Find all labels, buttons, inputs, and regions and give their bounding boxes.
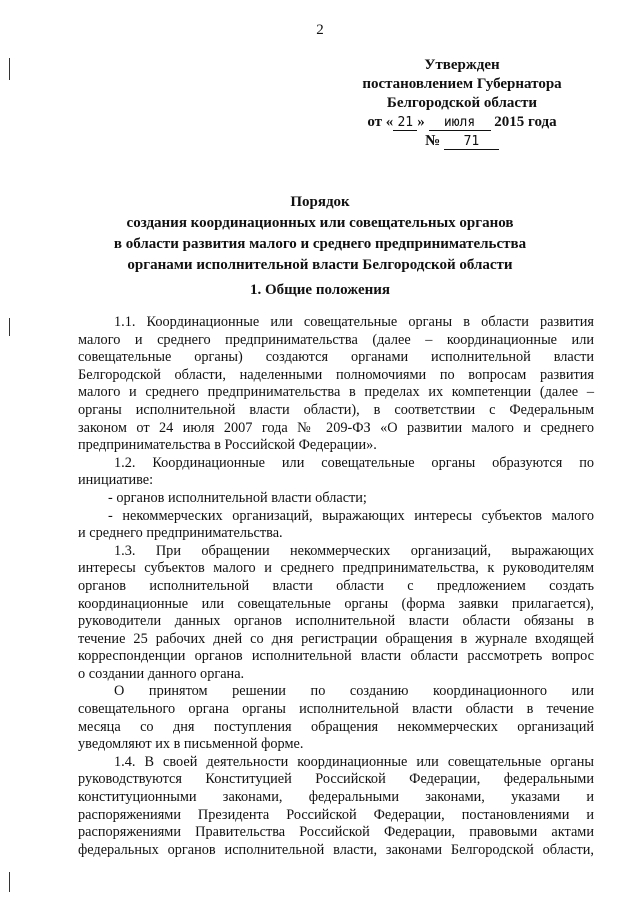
number-value: 71 xyxy=(444,135,499,150)
text-line: совещательные органы) создаются органами исполнительной власти xyxy=(78,349,594,366)
text-line: координационные или совещательные органы (форма заявки прилагается), xyxy=(78,595,594,612)
number-prefix: № xyxy=(425,133,441,149)
text-line: 1.1. Координационные или совещательные органы в области развития xyxy=(114,314,594,330)
text-line: 1.2. Координационные или совещательные органы образуются по xyxy=(114,454,594,471)
text-line: конституционными законами, федеральными законами, указами и xyxy=(78,789,594,806)
document-title xyxy=(0,192,640,276)
document-body xyxy=(78,314,594,859)
date-separator: » xyxy=(417,114,425,130)
paragraph-1-4 xyxy=(78,754,594,860)
text-line: 1.4. В своей деятельности координационные или совещательные органы xyxy=(114,753,594,770)
paragraph-1-3 xyxy=(78,543,594,684)
text-line: руководители данных органов исполнительной власти области обязаны в xyxy=(78,613,594,630)
title-line-1: Порядок xyxy=(290,194,350,210)
approval-line-3: Белгородской области xyxy=(386,95,538,111)
date-day: 21 xyxy=(393,116,417,131)
paragraph-decision xyxy=(78,683,594,753)
scan-edge-mark xyxy=(9,58,10,80)
text-line: предпринимательства в Российской Федерации». xyxy=(78,437,377,454)
text-line: законом от 24 июля 2007 года № 209-ФЗ «О развитии малого и среднего xyxy=(78,419,594,436)
text-line: и среднего предпринимательства. xyxy=(78,525,283,542)
text-line: месяца со дня поступления обращения некоммерческих организаций xyxy=(78,718,594,735)
text-line: распоряжениями Правительства Российской Федерации, правовыми актами xyxy=(78,824,594,841)
title-line-3: в области развития малого и среднего предпринимательства xyxy=(113,236,527,252)
page-number: 2 xyxy=(316,22,324,38)
approval-date xyxy=(342,113,582,132)
text-line: о создании данного органа. xyxy=(78,665,245,682)
text-line: руководствуются Конституцией Российской Федерации, федеральными xyxy=(78,771,594,788)
approval-block xyxy=(342,56,582,151)
date-month: июля xyxy=(429,116,491,131)
text-line: течение 25 рабочих дней со дня регистрации обращения в журнале входящей xyxy=(78,630,594,647)
approval-line-1: Утвержден xyxy=(424,57,500,73)
text-line: органы исполнительной власти области), в соответствии с Федеральным xyxy=(78,401,594,418)
date-year: 2015 года xyxy=(494,114,557,130)
text-line: федеральных органов исполнительной власти, законами Белгородской области, xyxy=(78,841,594,858)
list-item: - органов исполнительной власти области; xyxy=(108,489,367,506)
text-line: распоряжениями Президента Российской Федерации, постановлениями и xyxy=(78,806,594,823)
text-line: малого и среднего предпринимательства в пределах их компетенции (далее – xyxy=(78,384,594,401)
text-line: инициативе: xyxy=(78,472,154,489)
scan-edge-mark xyxy=(9,318,10,336)
list-item: - некоммерческих организаций, выражающих интересы субъектов малого xyxy=(108,507,594,524)
text-line: малого и среднего предпринимательства (далее – координационные или xyxy=(78,331,594,348)
paragraph-1-1 xyxy=(78,314,594,455)
text-line: О принятом решении по созданию координационного или xyxy=(114,683,594,700)
text-line: Белгородской области, наделенными полномочиями по вопросам развития xyxy=(78,366,594,383)
text-line: совещательного органа органы исполнительной власти области в течение xyxy=(78,701,594,718)
paragraph-1-2 xyxy=(78,455,594,543)
text-line: корреспонденции органов исполнительной власти области рассмотреть вопрос xyxy=(78,648,594,665)
text-line: органов исполнительной власти области с предложением создать xyxy=(78,577,594,594)
scan-edge-mark xyxy=(9,872,10,892)
date-prefix: от « xyxy=(367,114,394,130)
approval-number xyxy=(342,132,582,151)
title-line-2: создания координационных или совещательных органов xyxy=(126,215,514,231)
text-line: уведомляют их в письменной форме. xyxy=(78,736,304,753)
title-line-4: органами исполнительной власти Белгородской области xyxy=(127,257,513,273)
text-line: 1.3. При обращении некоммерческих организаций, выражающих xyxy=(114,542,594,559)
approval-line-2: постановлением Губернатора xyxy=(362,76,562,92)
section-heading: 1. Общие положения xyxy=(249,282,391,298)
text-line: интересы субъектов малого и среднего предпринимательства, к руководителям xyxy=(78,560,594,577)
